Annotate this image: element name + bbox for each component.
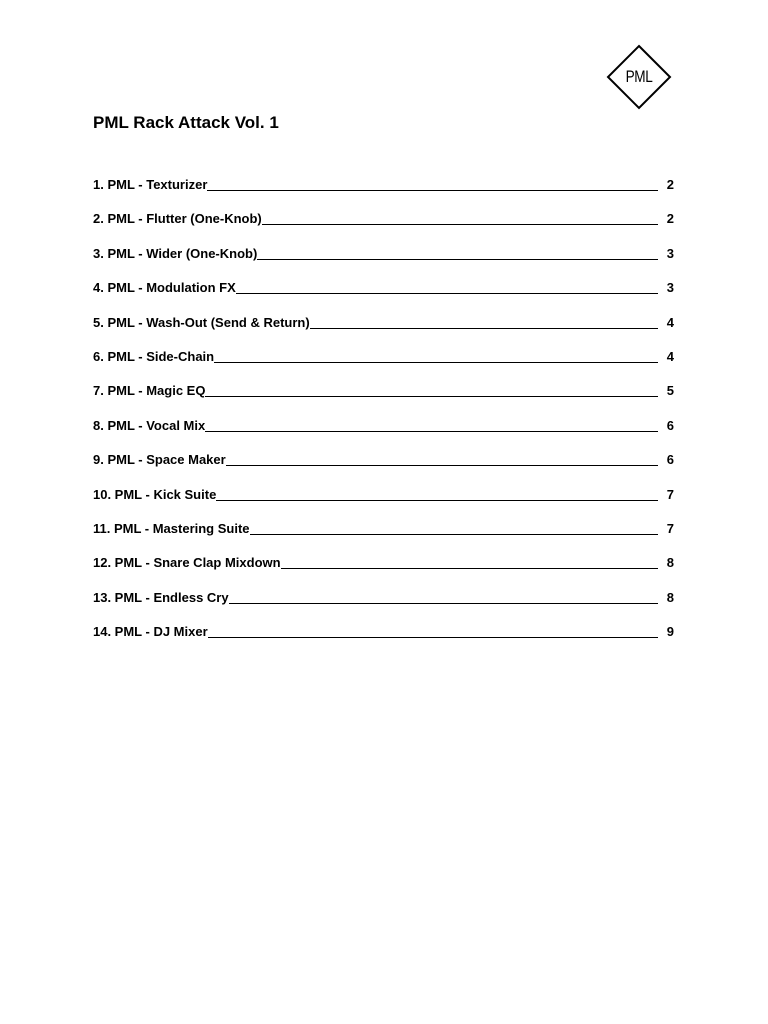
- toc-entry-page: 9: [666, 624, 674, 640]
- toc-entry[interactable]: [93, 245, 674, 279]
- toc-entry[interactable]: [93, 417, 674, 451]
- toc-entry-page: 2: [666, 211, 674, 227]
- pml-logo: [606, 44, 672, 110]
- toc-entry[interactable]: [93, 382, 674, 416]
- toc-entry[interactable]: [93, 348, 674, 382]
- toc-entry[interactable]: [93, 279, 674, 313]
- toc-entry-label: 6. PML - Side-Chain: [93, 348, 215, 364]
- toc-entry-label: 12. PML - Snare Clap Mixdown: [93, 555, 281, 571]
- table-of-contents: [93, 176, 674, 657]
- toc-entry-page: 2: [666, 177, 674, 192]
- toc-entry-page: 3: [666, 245, 674, 261]
- toc-entry[interactable]: [93, 623, 674, 657]
- toc-entry[interactable]: [93, 451, 674, 485]
- toc-entry-label: 11. PML - Mastering Suite: [93, 520, 250, 536]
- toc-entry-label: 8. PML - Vocal Mix: [93, 417, 206, 433]
- toc-entry-page: 5: [666, 383, 674, 399]
- toc-leader-line: [310, 314, 658, 329]
- toc-leader-line: [262, 210, 658, 225]
- toc-leader-line: [226, 451, 658, 466]
- toc-entry-label: 10. PML - Kick Suite: [93, 486, 217, 502]
- toc-leader-line: [281, 554, 658, 569]
- toc-entry-label: 7. PML - Magic EQ: [93, 383, 206, 399]
- toc-entry-page: 7: [666, 520, 674, 536]
- toc-leader-line: [257, 245, 658, 260]
- toc-leader-line: [236, 279, 658, 294]
- toc-leader-line: [250, 520, 658, 535]
- toc-entry-label: 13. PML - Endless Cry: [93, 589, 229, 605]
- toc-entry-label: 1. PML - Texturizer: [93, 177, 208, 192]
- logo-text: PML: [625, 67, 653, 86]
- toc-entry-page: 3: [666, 280, 674, 296]
- toc-leader-line: [216, 486, 658, 501]
- toc-entry[interactable]: [93, 589, 674, 623]
- toc-entry-page: 6: [666, 417, 674, 433]
- toc-entry-page: 4: [666, 348, 674, 364]
- toc-entry[interactable]: [93, 314, 674, 348]
- toc-leader-line: [214, 348, 658, 363]
- toc-entry-label: 5. PML - Wash-Out (Send & Return): [93, 314, 310, 330]
- toc-entry[interactable]: [93, 486, 674, 520]
- toc-entry-page: 8: [666, 589, 674, 605]
- page-title: PML Rack Attack Vol. 1: [93, 113, 279, 132]
- toc-entry-label: 14. PML - DJ Mixer: [93, 624, 208, 640]
- toc-entry-label: 9. PML - Space Maker: [93, 452, 226, 468]
- toc-leader-line: [205, 417, 658, 432]
- toc-entry-page: 7: [666, 486, 674, 502]
- toc-entry[interactable]: [93, 210, 674, 244]
- toc-entry[interactable]: [93, 176, 674, 210]
- toc-entry-label: 3. PML - Wider (One-Knob): [93, 245, 258, 261]
- toc-entry[interactable]: [93, 554, 674, 588]
- toc-entry-page: 4: [666, 314, 674, 330]
- toc-entry-label: 2. PML - Flutter (One-Knob): [93, 211, 262, 227]
- toc-entry-page: 6: [666, 452, 674, 468]
- toc-entry-label: 4. PML - Modulation FX: [93, 280, 236, 296]
- toc-leader-line: [207, 176, 658, 191]
- toc-leader-line: [205, 382, 658, 397]
- toc-leader-line: [229, 589, 658, 604]
- toc-leader-line: [208, 623, 658, 638]
- toc-entry[interactable]: [93, 520, 674, 554]
- toc-entry-page: 8: [666, 555, 674, 571]
